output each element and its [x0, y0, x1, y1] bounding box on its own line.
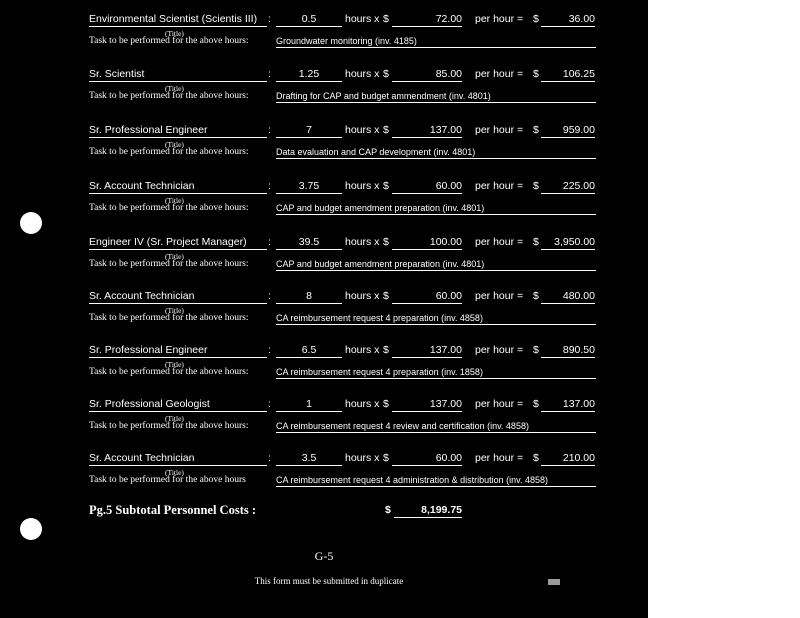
personnel-entry: [0, 180, 648, 230]
position-title: Sr. Account Technician: [89, 290, 267, 304]
line-amount: 106.25: [541, 68, 595, 82]
title-caption: (Title): [165, 360, 184, 369]
task-label: Task to be performed for the above hours:: [89, 421, 249, 431]
amount-currency: $: [533, 290, 539, 302]
rate-currency: $: [383, 180, 389, 192]
task-description: CA reimbursement request 4 preparation (inv. 1858): [276, 367, 596, 379]
colon: :: [268, 452, 271, 464]
task-description: Drafting for CAP and budget ammendment (inv. 4801): [276, 91, 596, 103]
title-caption: (Title): [165, 252, 184, 261]
task-label: Task to be performed for the above hours:: [89, 313, 249, 323]
line-amount: 137.00: [541, 398, 595, 412]
hourly-rate: 60.00: [392, 180, 462, 194]
personnel-entry: [0, 344, 648, 394]
hours-x-label: hours x: [345, 398, 380, 410]
hours-x-label: hours x: [345, 68, 380, 80]
task-description: CA reimbursement request 4 administration & distribution (inv. 4858): [276, 475, 596, 487]
hourly-rate: 60.00: [392, 290, 462, 304]
subtotal-amount: 8,199.75: [394, 504, 462, 518]
title-caption: (Title): [165, 468, 184, 477]
hours-x-label: hours x: [345, 236, 380, 248]
task-description: CA reimbursement request 4 review and certification (inv. 4858): [276, 421, 596, 433]
hourly-rate: 60.00: [392, 452, 462, 466]
per-hour-label: per hour =: [475, 180, 524, 192]
personnel-entry: [0, 124, 648, 174]
task-label: Task to be performed for the above hours: [89, 475, 246, 485]
personnel-entry: [0, 68, 648, 118]
title-caption: (Title): [165, 140, 184, 149]
colon: :: [268, 344, 271, 356]
stamp-mark: [548, 579, 560, 585]
per-hour-label: per hour =: [475, 344, 524, 356]
position-title: Sr. Professional Engineer: [89, 344, 267, 358]
hourly-rate: 137.00: [392, 124, 462, 138]
line-amount: 959.00: [541, 124, 595, 138]
task-label: Task to be performed for the above hours:: [89, 203, 249, 213]
colon: :: [268, 13, 271, 25]
task-label: Task to be performed for the above hours:: [89, 91, 249, 101]
task-label: Task to be performed for the above hours:: [89, 367, 249, 377]
position-title: Sr. Scientist: [89, 68, 267, 82]
colon: :: [268, 124, 271, 136]
hourly-rate: 72.00: [392, 13, 462, 27]
hours-x-label: hours x: [345, 13, 380, 25]
amount-currency: $: [533, 124, 539, 136]
rate-currency: $: [383, 68, 389, 80]
line-amount: 3,950.00: [541, 236, 595, 250]
task-label: Task to be performed for the above hours:: [89, 36, 249, 46]
subtotal-currency: $: [385, 504, 391, 516]
personnel-entry: [0, 452, 648, 502]
line-amount: 480.00: [541, 290, 595, 304]
hours-value: 0.5: [276, 13, 342, 27]
amount-currency: $: [533, 236, 539, 248]
colon: :: [268, 290, 271, 302]
rate-currency: $: [383, 236, 389, 248]
line-amount: 890.50: [541, 344, 595, 358]
hourly-rate: 85.00: [392, 68, 462, 82]
rate-currency: $: [383, 344, 389, 356]
amount-currency: $: [533, 68, 539, 80]
task-label: Task to be performed for the above hours:: [89, 259, 249, 269]
hourly-rate: 137.00: [392, 344, 462, 358]
task-description: CA reimbursement request 4 preparation (inv. 4858): [276, 313, 596, 325]
rate-currency: $: [383, 13, 389, 25]
hours-value: 1.25: [276, 68, 342, 82]
amount-currency: $: [533, 452, 539, 464]
hourly-rate: 100.00: [392, 236, 462, 250]
hours-value: 39.5: [276, 236, 342, 250]
line-amount: 36.00: [541, 13, 595, 27]
personnel-entry: [0, 236, 648, 286]
hours-value: 3.75: [276, 180, 342, 194]
title-caption: (Title): [165, 196, 184, 205]
colon: :: [268, 180, 271, 192]
amount-currency: $: [533, 344, 539, 356]
colon: :: [268, 398, 271, 410]
per-hour-label: per hour =: [475, 124, 524, 136]
footer-note: This form must be submitted in duplicate: [254, 576, 404, 586]
hours-x-label: hours x: [345, 344, 380, 356]
task-description: CAP and budget amendment preparation (inv. 4801): [276, 259, 596, 271]
personnel-entry: [0, 398, 648, 448]
position-title: Sr. Professional Geologist: [89, 398, 267, 412]
colon: :: [268, 68, 271, 80]
per-hour-label: per hour =: [475, 290, 524, 302]
hours-x-label: hours x: [345, 452, 380, 464]
amount-currency: $: [533, 13, 539, 25]
title-caption: (Title): [165, 29, 184, 38]
amount-currency: $: [533, 398, 539, 410]
amount-currency: $: [533, 180, 539, 192]
rate-currency: $: [383, 124, 389, 136]
per-hour-label: per hour =: [475, 68, 524, 80]
hours-value: 8: [276, 290, 342, 304]
position-title: Sr. Account Technician: [89, 180, 267, 194]
per-hour-label: per hour =: [475, 398, 524, 410]
per-hour-label: per hour =: [475, 236, 524, 248]
hours-x-label: hours x: [345, 290, 380, 302]
title-caption: (Title): [165, 84, 184, 93]
rate-currency: $: [383, 398, 389, 410]
line-amount: 225.00: [541, 180, 595, 194]
rate-currency: $: [383, 452, 389, 464]
position-title: Sr. Professional Engineer: [89, 124, 267, 138]
page-number: G-5: [314, 549, 334, 563]
hours-value: 1: [276, 398, 342, 412]
task-description: CAP and budget amendment preparation (inv. 4801): [276, 203, 596, 215]
hours-value: 7: [276, 124, 342, 138]
position-title: Engineer IV (Sr. Project Manager): [89, 236, 267, 250]
hours-value: 3.5: [276, 452, 342, 466]
rate-currency: $: [383, 290, 389, 302]
task-description: Data evaluation and CAP development (inv. 4801): [276, 147, 596, 159]
colon: :: [268, 236, 271, 248]
hours-value: 6.5: [276, 344, 342, 358]
personnel-entry: [0, 290, 648, 340]
per-hour-label: per hour =: [475, 13, 524, 25]
title-caption: (Title): [165, 306, 184, 315]
per-hour-label: per hour =: [475, 452, 524, 464]
task-label: Task to be performed for the above hours:: [89, 147, 249, 157]
hours-x-label: hours x: [345, 124, 380, 136]
title-caption: (Title): [165, 414, 184, 423]
subtotal-label: Pg.5 Subtotal Personnel Costs :: [89, 503, 257, 517]
binder-hole: [20, 518, 42, 540]
line-amount: 210.00: [541, 452, 595, 466]
task-description: Groundwater monitoring (inv. 4185): [276, 36, 596, 48]
hours-x-label: hours x: [345, 180, 380, 192]
position-title: Sr. Account Technician: [89, 452, 267, 466]
personnel-entry: [0, 13, 648, 63]
position-title: Environmental Scientist (Scientis III): [89, 13, 267, 27]
hourly-rate: 137.00: [392, 398, 462, 412]
